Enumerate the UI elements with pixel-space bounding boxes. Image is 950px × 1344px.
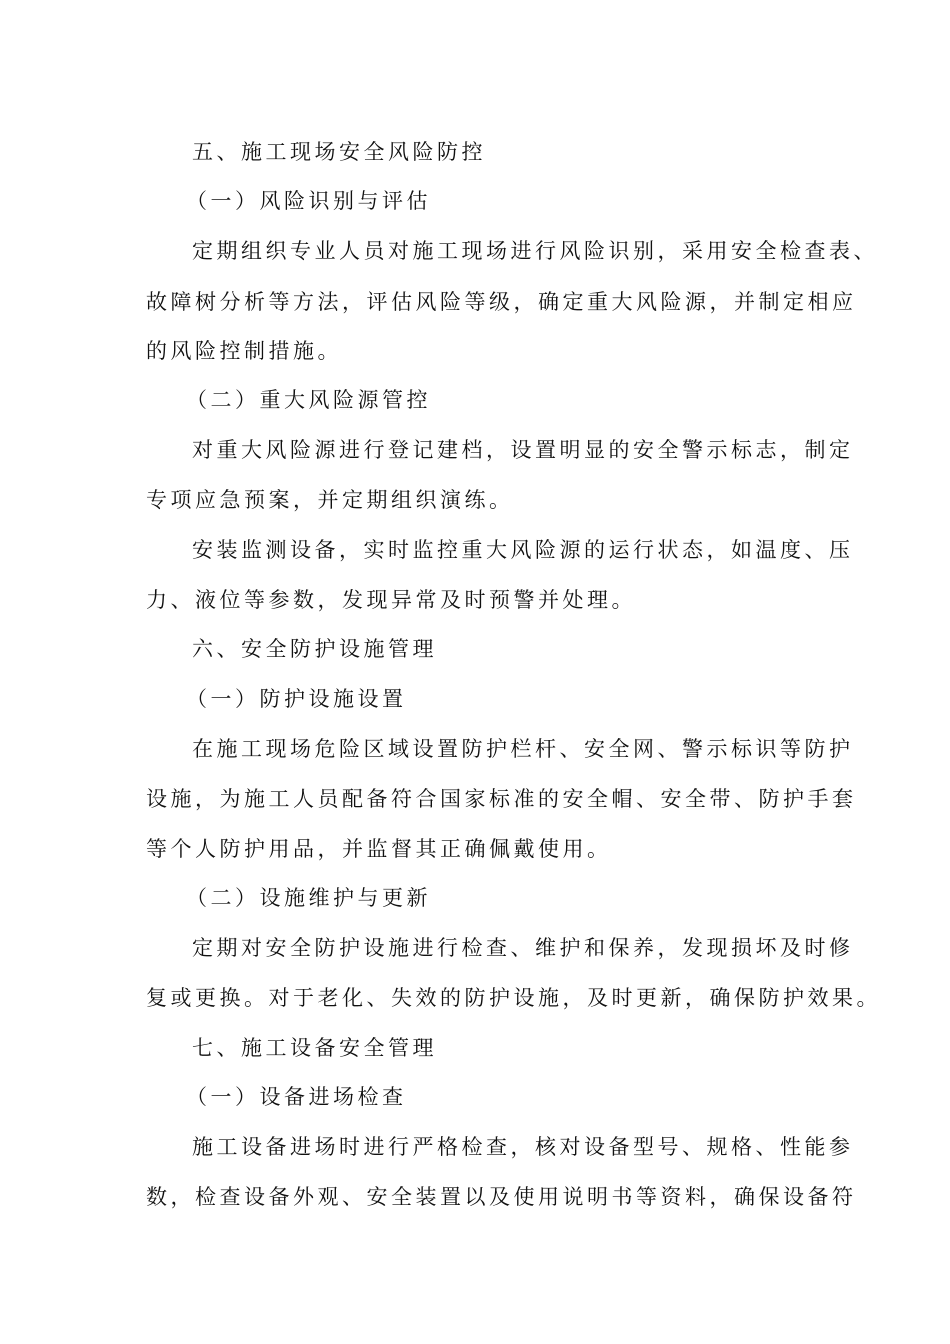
subsection-heading: （二）设施维护与更新 [186,886,431,910]
paragraph-line: 等个人防护用品，并监督其正确佩戴使用。 [146,837,612,861]
paragraph-line: 设施，为施工人员配备符合国家标准的安全帽、安全带、防护手套 [146,787,857,811]
paragraph-line: 力、液位等参数，发现异常及时预警并处理。 [146,588,636,612]
subsection-heading: （二）重大风险源管控 [186,388,431,412]
paragraph-line: 数，检查设备外观、安全装置以及使用说明书等资料，确保设备符 [146,1185,857,1209]
section-heading: 六、安全防护设施管理 [192,637,437,661]
paragraph-line: 施工设备进场时进行严格检查，核对设备型号、规格、性能参 [192,1135,854,1159]
subsection-heading: （一）防护设施设置 [186,687,407,711]
paragraph-line: 安装监测设备，实时监控重大风险源的运行状态，如温度、压 [192,538,854,562]
paragraph-line: 在施工现场危险区域设置防护栏杆、安全网、警示标识等防护 [192,737,854,761]
section-heading: 七、施工设备安全管理 [192,1036,437,1060]
paragraph-line: 定期组织专业人员对施工现场进行风险识别，采用安全检查表、 [192,239,878,263]
paragraph-line: 专项应急预案，并定期组织演练。 [146,488,514,512]
paragraph-line: 对重大风险源进行登记建档，设置明显的安全警示标志，制定 [192,438,854,462]
paragraph-line: 复或更换。对于老化、失效的防护设施，及时更新，确保防护效果。 [146,986,881,1010]
subsection-heading: （一）设备进场检查 [186,1085,407,1109]
section-heading: 五、施工现场安全风险防控 [192,140,486,164]
paragraph-line: 的风险控制措施。 [146,339,342,363]
subsection-heading: （一）风险识别与评估 [186,189,431,213]
paragraph-line: 故障树分析等方法，评估风险等级，确定重大风险源，并制定相应 [146,290,857,314]
paragraph-line: 定期对安全防护设施进行检查、维护和保养，发现损坏及时修 [192,936,854,960]
